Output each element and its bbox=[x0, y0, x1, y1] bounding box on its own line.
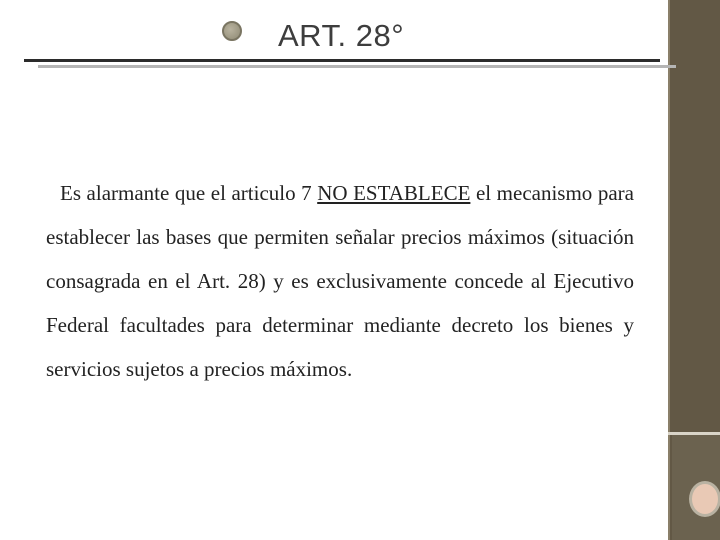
corner-circle-decoration bbox=[689, 481, 720, 517]
title-bullet-icon bbox=[222, 21, 242, 41]
body-text-underlined: NO ESTABLECE bbox=[317, 181, 471, 205]
title-rule-light bbox=[38, 65, 676, 68]
side-decorative-band bbox=[668, 0, 720, 540]
body-text-part2: el mecanismo para establecer las bases que permiten señalar precios máximos (situación consagrada en el Art. 28) y es exclusivamente concede al Ejecutivo Federal facultades para determinar mediante decreto los bienes y servicios sujetos a precios máximos. bbox=[46, 181, 634, 381]
slide-title: ART. 28° bbox=[278, 18, 405, 53]
body-paragraph bbox=[46, 171, 634, 391]
body-text-part1: Es alarmante que el articulo 7 bbox=[60, 181, 318, 205]
side-band-edge-line bbox=[668, 0, 670, 540]
title-rule-dark bbox=[24, 59, 660, 62]
